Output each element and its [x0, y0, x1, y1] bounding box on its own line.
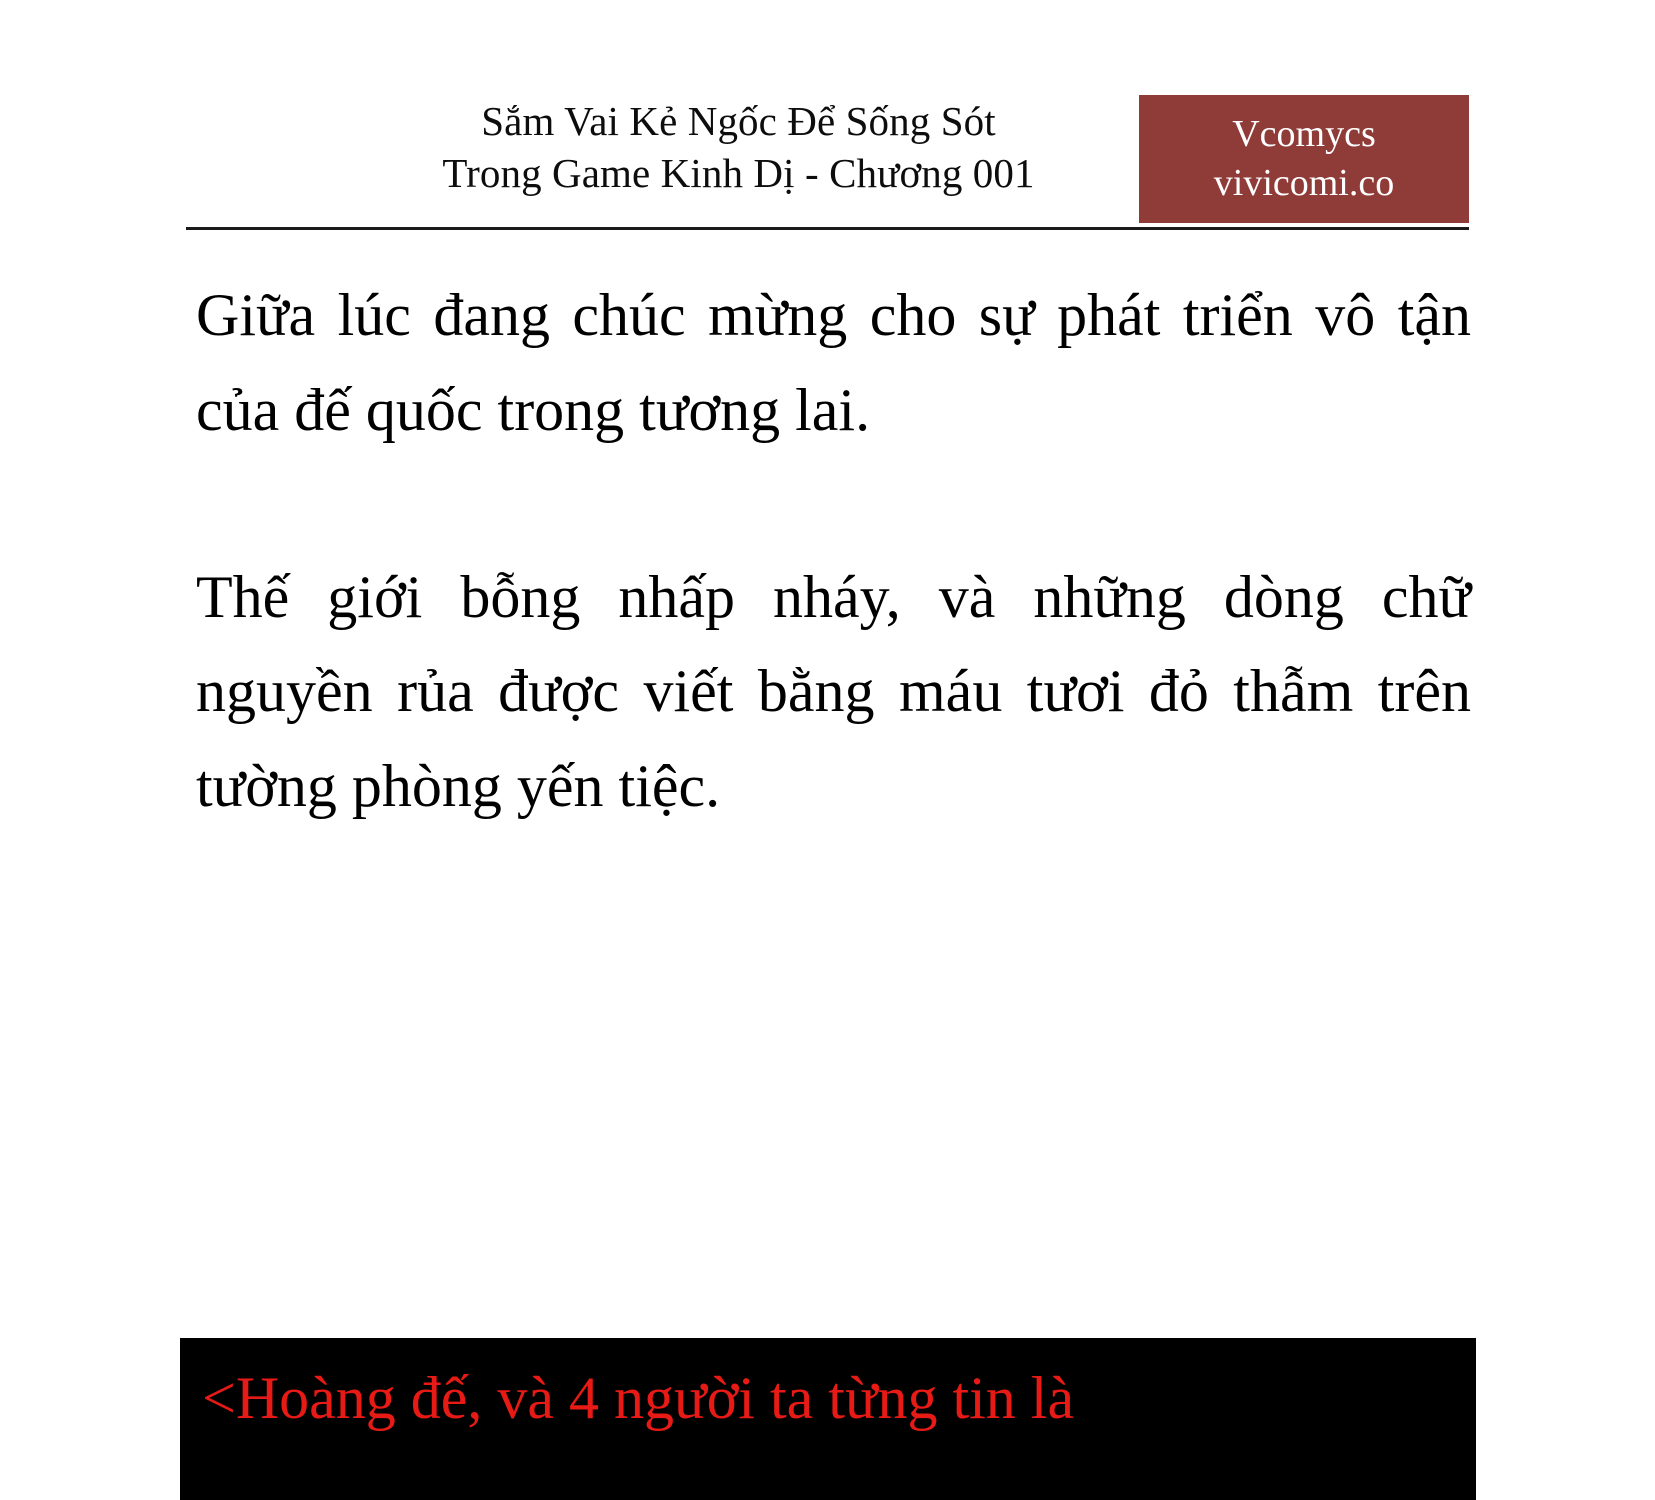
page-title-line-2: Trong Game Kinh Dị - Chương 001 — [442, 150, 1035, 197]
page-header — [186, 95, 1469, 230]
paragraph-1: Giữa lúc đang chúc mừng cho sự phát triển vô tận của đế quốc trong tương lai. — [196, 282, 1471, 443]
watermark-badge — [1139, 95, 1469, 223]
paragraph-2: Thế giới bỗng nhấp nháy, và những dòng chữ nguyền rủa được viết bằng máu tươi đỏ thẫm trên tường phòng yến tiệc. — [196, 563, 1471, 820]
page-title-line-1: Sắm Vai Kẻ Ngốc Để Sống Sót — [481, 98, 996, 144]
page-title — [186, 95, 1291, 200]
watermark-domain: vivicomi.co — [1213, 162, 1395, 204]
watermark-brand: Vcomycs — [1232, 112, 1376, 155]
banner-text: <Hoàng đế, và 4 người ta từng tin là — [202, 1365, 1075, 1431]
bottom-banner — [180, 1338, 1476, 1500]
page-content — [196, 268, 1471, 834]
